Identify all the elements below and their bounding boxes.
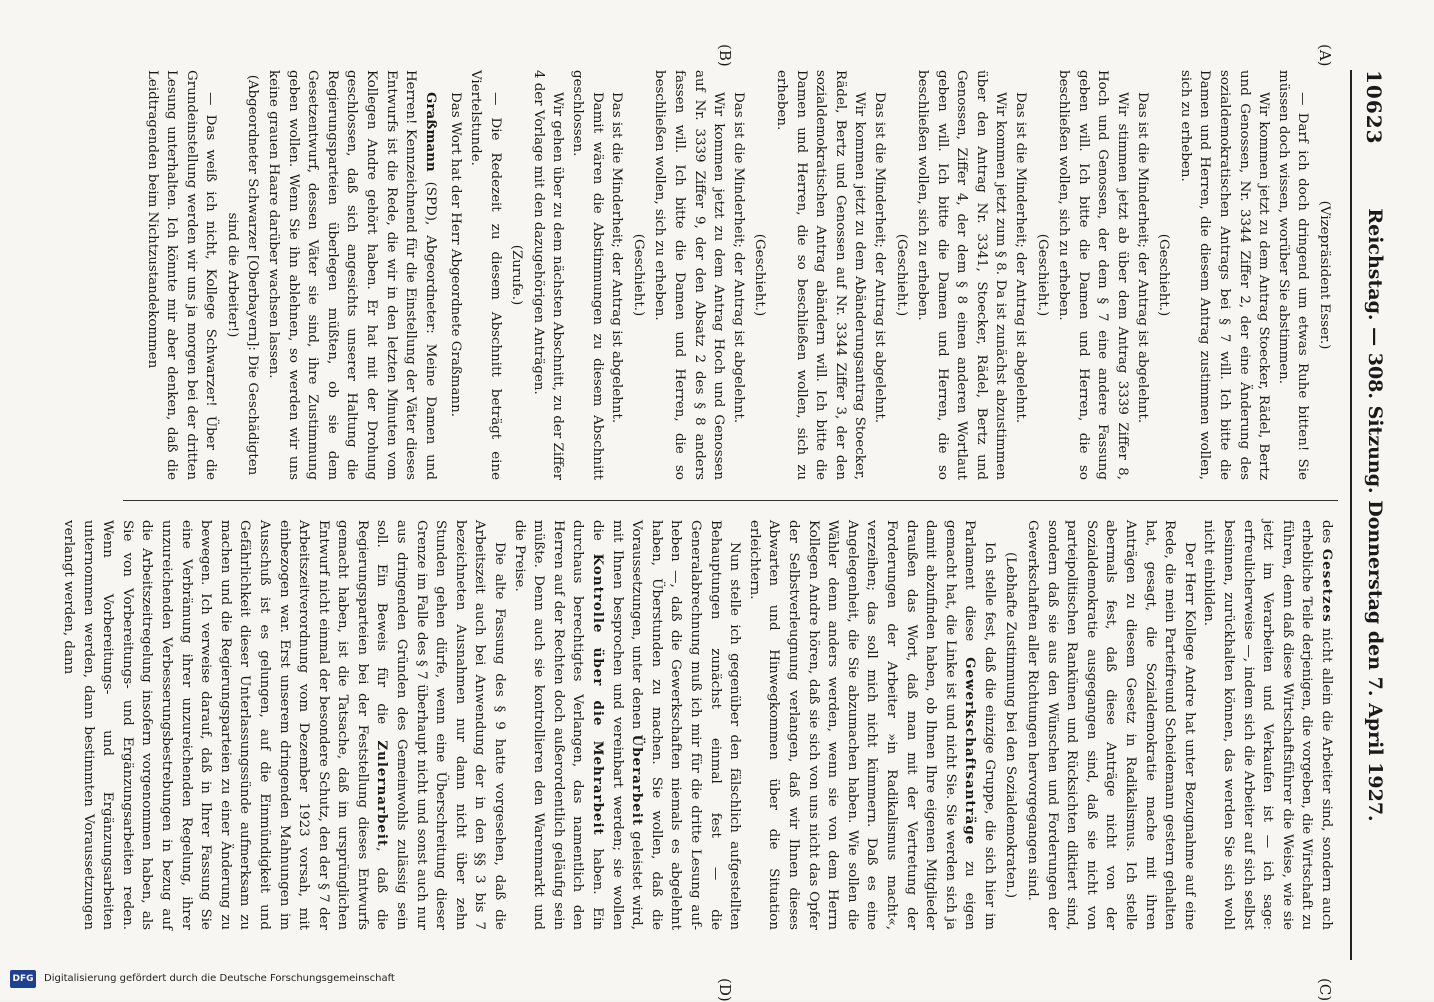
text-run: geleistet wird, mit Ihnen besprochen und vereinbart werden; sie wollen die xyxy=(590,520,645,930)
left-column xyxy=(136,70,1336,480)
paragraph: Das ist die Minderheit; der Antrag ist abgelehnt. xyxy=(871,92,887,424)
paragraph: Der Herr Kollege Andre hat unter Bezugnahme auf eine Rede, die mein Parteifreund Scheidemann gestern gehalten hat, gesagt, die Sozialdemokratie mache mit ihren Anträgen zu diesem Gesetz in Radikalismus. Ich stelle abermals fest, daß diese Anträge nicht von der Sozialdemokratie ausgegangen sind, daß sie nicht von parteipolitischen Rankünen und Rücksichten diktiert sind, sondern daß sie aus den Wünschen und Forderungen der Gewerkschaften aller Richtungen hervorgegangen sind. xyxy=(1025,520,1197,930)
speaker-name: Graßmann xyxy=(422,92,439,172)
stage-direction: (Geschieht.) xyxy=(1156,233,1172,317)
text-run: Ich stelle fest, daß die einzige Gruppe, die sich hier im Parlament diese xyxy=(962,520,997,930)
emphasis: Kontrolle über die Mehrarbeit xyxy=(590,553,607,836)
paragraph: Wir kommen jetzt zu dem Abänderungsantrag Stoecker, Rädel, Bertz und Genossen auf Nr. 3344 Ziffer 3, der den sozialdemokratischen Antrag abändern will. Ich bitte die Damen und Herren, die so beschließen wollen, sich zu erheben. xyxy=(773,70,868,480)
paragraph: Das ist die Minderheit; der Antrag ist abgelehnt. xyxy=(730,92,746,424)
interjection: (Abgeordneter Schwarzer [Oberbayern]: Die Geschädigten sind die Arbeiter!) xyxy=(224,74,260,476)
speaker-note: (Vizepräsident Esser.) xyxy=(1317,200,1332,350)
paragraph: Wir kommen jetzt zum § 8. Da ist zunächst abzustimmen über den Antrag Nr. 3341, Stoecker, Rädel, Bertz und Genossen, Ziffer 4, der dem § 8 einen anderen Wortlaut geben will. Ich bitte die Damen und Herren, die so beschließen wollen, sich zu erheben. xyxy=(915,70,1009,480)
header-rule xyxy=(1350,70,1352,960)
text-run: haben. Ein durchaus berechtigtes Verlangen, das namentlich den Herren auf der Rechten doch außerordentlich geläufig sein müßte. Denn auch sie kontrollieren den Warenmarkt und die Preise. xyxy=(511,520,606,930)
paragraph: Wir stimmen jetzt ab über dem Antrag 3339 Ziffer 8, Hoch und Genossen, der dem § 7 eine andere Fassung geben will. Ich bitte die Damen und Herren, die so beschließen wollen, sich zu erheben. xyxy=(1056,70,1131,480)
paragraph: — Darf ich doch dringend um etwas Ruhe bitten! Sie müssen doch wissen, worüber Sie abstimmen. xyxy=(1275,70,1311,480)
column-divider xyxy=(123,500,1338,501)
emphasis: Gesetzes xyxy=(1319,548,1335,623)
paragraph: — Das weiß ich nicht, Kollege Schwarzer! Über die Grundeinstellung werden wir uns ja morgen bei der dritten Lesung unterhalten. Ich könnte mir aber denken, daß die Leidtragenden beim Nichtzustandekommen xyxy=(144,70,219,480)
text-run: , daß die Regierungsparteien bei der Feststellung dieses Entwurfs gemacht haben, ist die Tatsache, daß im ursprünglichen Entwurf nicht einmal der besondere Schutz, den der § 7 der Arbeitszeitverordnung vom Dezember 1923 vorsah, mit einbezogen war. Erst unserem dringenden Mahnungen im Ausschuß ist es gelungen, auf die Einmündigkeit und Gefährlichkeit dieser Unterlassungssünde aufmerksam zu machen und die Regierungsparteien zu einer Änderung zu bewegen. Ich verweise darauf, daß in Ihrer Fassung Sie eine Verbrämung ihrer unzureichenden Regelung, ihrer unzureichenden Verbesserungsbestrebungen in bezug auf die Arbeitszeitregelung insofern vorgenommen haben, als Sie von Vorbereitungs- und Ergänzungsarbeiten reden. Wenn Vorbereitungs- und Ergänzungsarbeiten unternommen werden, dann bestimmten Voraussetzungen verlangt werden, dann xyxy=(61,520,390,930)
paragraph: Das ist die Minderheit; der Antrag ist abgelehnt. xyxy=(1134,92,1150,424)
paragraph: Das ist die Minderheit; der Antrag ist abgelehnt. xyxy=(609,92,625,424)
funding-notice: Digitalisierung gefördert durch die Deutsche Forschungsgemeinschaft xyxy=(44,973,395,984)
stage-direction: (Geschieht.) xyxy=(630,233,646,317)
margin-mark-d: (D) xyxy=(716,978,734,1002)
paragraph xyxy=(744,520,999,930)
speech-text: (SPD), Abgeordneter: Meine Damen und Herren! Kennzeichnend für die Einstellung der Väter dieses Entwurfs ist die Rede, die wir in den letzten Minuten vom Kollegen Andre gehört haben. Er hat mit der Drohung geschlossen, daß sich angesichts unserer Haltung die Regierungsparteien überlegen müßten, ob sie dem Gesetzentwurf, dessen Väter sie sind, ihre Zustimmung geben wollen. Wenn Sie ihn ablehnen, so werden wir uns keine grauen Haare darüber wachsen lassen. xyxy=(266,70,438,480)
paragraph xyxy=(509,520,744,930)
paragraph xyxy=(58,520,509,930)
emphasis: Überarbeit xyxy=(629,734,646,827)
stage-direction: (Geschieht.) xyxy=(893,233,909,317)
dfg-logo: DFG xyxy=(10,970,36,988)
margin-mark-a: (A) xyxy=(1316,44,1334,67)
paragraph: Wir kommen jetzt zu dem Antrag Hoch und Genossen auf Nr. 3339 Ziffer 9, der den Absatz 2 des § 8 anders fassen will. Ich bitte die Damen und Herren, die so beschließen wollen, sich zu erheben. xyxy=(652,70,727,480)
speech-paragraph xyxy=(264,70,440,480)
stage-direction: (Zurufe.) xyxy=(509,244,525,306)
emphasis: Zulernarbeit xyxy=(374,740,391,848)
margin-mark-c: (C) xyxy=(1316,978,1334,1002)
text-run: Die alte Fassung des § 9 hatte vorgesehen, daß die Arbeitszeit auch bei Anwendung der in den §§ 3 bis 7 bezeichneten Ausnahmen nur dann nicht über zehn Stunden gehen dürfe, wenn eine Überschreitung dieser Grenze im Falle des § 7 überhaupt nicht und sonst auch nur aus dringenden Gründen des Gemeinwohls zulässig sein soll. Ein Beweis für die xyxy=(374,520,508,930)
stage-direction: (Geschieht.) xyxy=(752,233,768,317)
page-number: 10623 xyxy=(1362,70,1386,145)
margin-mark-b: (B) xyxy=(716,44,734,67)
paragraph: Wir kommen jetzt zu dem Antrag Stoecker, Rädel, Bertz und Genossen, Nr. 3344 Ziffer 2, der eine Änderung des sozialdemokratischen Antrags bei § 7 will. Ich bitte die Damen und Herren, die diesem Antrag zustimmen wollen, sich zu erheben. xyxy=(1177,70,1272,480)
stage-direction: (Lebhafte Zustimmung bei den Sozialdemokraten.) xyxy=(1003,551,1019,899)
paragraph: — Die Redezeit zu diesem Abschnitt beträgt eine Viertelstunde. xyxy=(468,70,503,480)
paragraph: Das ist die Minderheit; der Antrag ist abgelehnt. xyxy=(1013,92,1029,424)
right-column xyxy=(61,520,1336,931)
paragraph xyxy=(1199,520,1336,930)
emphasis: Gewerkschaftsanträge xyxy=(962,657,979,846)
text-run: Nun stelle ich gegenüber den fälschlich aufgestellten Behauptungen zunächst einmal fest — die Generalabrechnung muß ich mir für die dritte Lesung auf-heben —, daß die Gewerkschaften niemals es abgelehnt haben, Überstunden zu machen. Sie wollen, daß die Voraussetzungen, unter denen xyxy=(629,520,743,930)
text-run: nicht allein die Arbeiter sind, sondern auch erhebliche Teile derjenigen, die vorgeben, die Wirtschaft zu führen, denn daß diese Wirtschaftsführer die Weise, wie sie jetzt im Verarbeiten und Verkaufen ist — ich sage: erfreulicherweise —, indem sich die Arbeiter auf sich selbst besinnen, zurückhalten können, das werden Sie sich wohl nicht einbilden. xyxy=(1201,520,1334,931)
paragraph: Wir gehen über zu dem nächsten Abschnitt, zu der Ziffer 4 der Vorlage mit den dazugehörigen Anträgen. xyxy=(530,70,566,480)
page-header xyxy=(1350,70,1394,960)
paragraph: Das Wort hat der Herr Abgeordnete Graßmann. xyxy=(448,92,464,417)
paragraph: Damit wären die Abstimmungen zu diesem Abschnitt geschlossen. xyxy=(570,70,605,480)
digitization-footer xyxy=(0,965,1434,995)
running-head: Reichstag. — 308. Sitzung. Donnerstag den 7. April 1927. xyxy=(1364,208,1386,822)
stage-direction: (Geschieht.) xyxy=(1034,233,1050,317)
text-run: des xyxy=(1319,520,1334,549)
text-run: zu eigen gemacht hat, die Linke ist und nicht Sie. Sie werden sich ja damit abzufinden haben, ob Ihnen Ihre eigenen Mitglieder draußen das Wort, daß man mit der Vertretung der Forderungen der Arbeiter »in Radikalismus macht«, verzeihen; das soll mich nicht kümmern. Daß es eine Angelegenheit, die Sie abzumachen haben. Wie sollen die Wähler denn anders werden, wenn sie von dem Herrn Kollegen Andre hören, daß sie sich von uns nicht das Opfer der Selbstverleugnung verlangen, daß wir Ihnen dieses Abwarten und Hinwegkommen über die Situation erleichtern. xyxy=(746,520,978,930)
